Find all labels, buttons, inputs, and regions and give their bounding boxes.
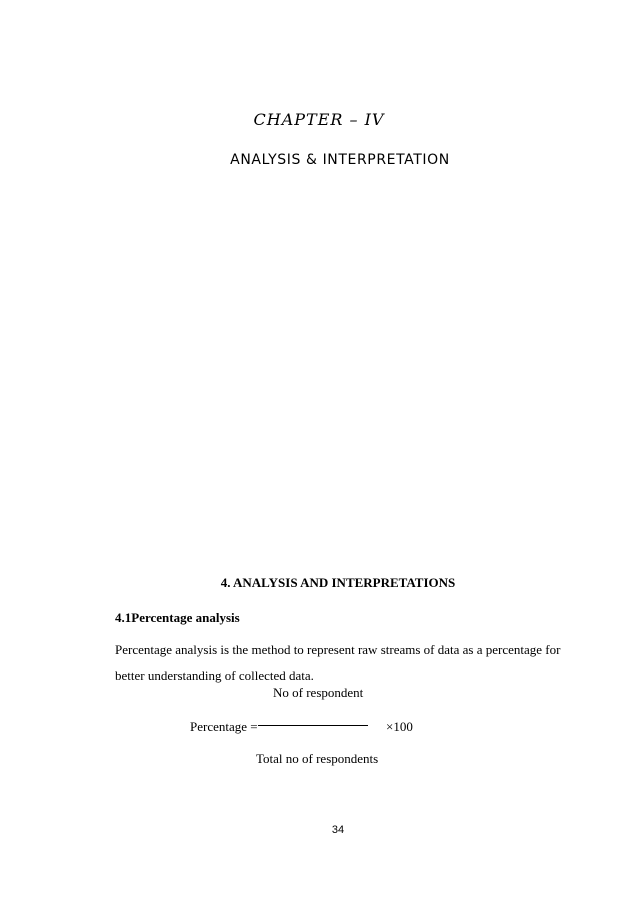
subsection-heading: 4.1Percentage analysis (115, 610, 240, 625)
formula-denominator: Total no of respondents (256, 751, 379, 766)
body-paragraph: Percentage analysis is the method to represent raw streams of data as a percentage for better understanding of collected data. (115, 642, 561, 683)
formula-lhs: Percentage = (190, 719, 258, 734)
chapter-subtitle: ANALYSIS & INTERPRETATION (230, 152, 450, 168)
formula-multiplier: ×100 (386, 719, 413, 734)
chapter-title: CHAPTER – IV (253, 110, 385, 129)
formula-fraction-bar (258, 725, 368, 726)
section-heading: 4. ANALYSIS AND INTERPRETATIONS (220, 575, 456, 590)
page-number: 34 (331, 824, 345, 836)
formula-numerator: No of respondent (273, 685, 364, 700)
